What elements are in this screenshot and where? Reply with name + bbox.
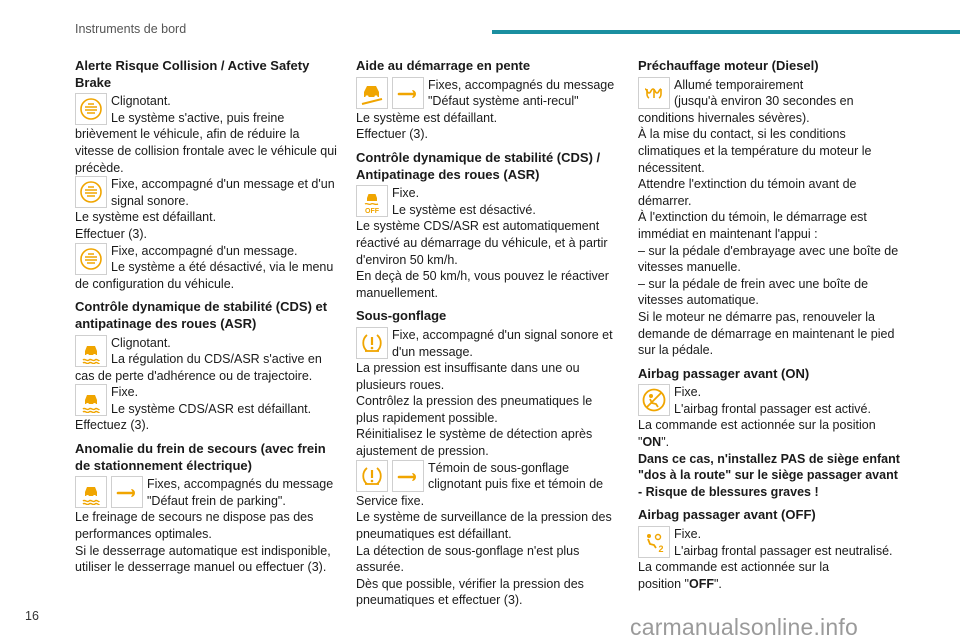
stability-control-icon (75, 476, 107, 508)
description-line: Contrôlez la pression des pneumatiques le plus rapidement possible. (356, 394, 593, 425)
section-title: Contrôle dynamique de stabilité (CDS) et antipatinage des roues (ASR) (75, 299, 328, 331)
tyre-pressure-icon (356, 327, 388, 359)
stability-control-icon (75, 335, 107, 367)
description-line: Fixe. (674, 527, 702, 542)
section-title: Airbag passager avant (OFF) (638, 507, 816, 523)
section (638, 366, 900, 501)
section-title: Préchauffage moteur (Diesel) (638, 58, 819, 73)
header-title: Instruments de bord (75, 22, 187, 36)
svg-text:2: 2 (658, 544, 664, 555)
quote-close: ". (661, 435, 670, 450)
watermark: carmanualsonline.info (630, 614, 858, 640)
description-line: Allumé temporairement (674, 77, 804, 92)
description-line: Le système est désactivé. (392, 202, 536, 217)
description-line: (jusqu'à environ 30 secondes en conditions hivernales sévères). (638, 94, 854, 125)
header-accent-bar (492, 30, 960, 34)
section-title: Sous-gonflage (356, 308, 447, 324)
warning-light-entry (356, 77, 618, 143)
description-line: Fixes, accompagnés du message "Défaut système anti-recul" (428, 77, 615, 109)
section-title: Anomalie du frein de secours (avec frein de stationnement électrique) (75, 441, 326, 473)
description-line: Le système CDS/ASR est automatiquement réactivé au démarrage du véhicule, et à partir d'environ 50 km/h. (356, 219, 608, 267)
tyre-pressure-icon (356, 460, 388, 492)
icon-group (75, 335, 107, 367)
collision-alert-icon (75, 176, 107, 208)
position-value: OFF (689, 576, 714, 591)
section (75, 58, 337, 292)
description-line: La régulation du CDS/ASR s'active en cas de perte d'adhérence ou de trajectoire. (75, 352, 322, 383)
description-line: Fixe. (392, 186, 420, 201)
description-line: Fixe. (111, 385, 139, 400)
description-line: Effectuer (3). (75, 226, 148, 241)
stability-control-icon (75, 384, 107, 416)
section-title: Airbag passager avant (ON) (638, 365, 810, 381)
section (75, 299, 337, 434)
warning-light-entry (75, 476, 337, 576)
icon-group (356, 460, 424, 492)
description-line: L'airbag frontal passager est neutralisé. (674, 543, 893, 558)
section (356, 58, 618, 143)
description-line: Le système est défaillant. (75, 210, 217, 225)
icon-group (638, 526, 670, 558)
section (75, 441, 337, 576)
section (356, 308, 618, 609)
description-line: Fixe, accompagné d'un message. (111, 243, 298, 258)
icon-group (75, 476, 143, 508)
description-line: Fixe, accompagné d'un message et d'un signal sonore. (111, 177, 335, 208)
warning-light-entry (75, 176, 337, 242)
description-line: À l'extinction du témoin, le démarrage est immédiat en maintenant l'appui : (638, 210, 867, 241)
stability-off-icon (356, 185, 388, 217)
wrench-icon (392, 460, 424, 492)
section (356, 150, 618, 301)
icon-group (356, 77, 424, 109)
description-line: Clignotant. (111, 335, 171, 350)
description-line: Clignotant. (111, 94, 171, 109)
svg-text:OFF: OFF (365, 208, 379, 215)
section (638, 507, 900, 592)
hill-start-icon (356, 77, 388, 109)
description-line: Si le moteur ne démarre pas, renouveler la demande de démarrage en maintenant le pied sur la pédale. (638, 309, 895, 358)
description-line: La commande est actionnée sur la position (638, 418, 876, 433)
collision-alert-icon (75, 243, 107, 275)
icon-group (75, 243, 107, 275)
warning-light-entry (638, 526, 900, 576)
description-line: La pression est insuffisante dans une ou plusieurs roues. (356, 361, 580, 392)
icon-group (75, 384, 107, 416)
description-line: L'airbag frontal passager est activé. (674, 401, 871, 416)
airbag-off-icon (638, 526, 670, 558)
description-line: En deçà de 50 km/h, vous pouvez le réactiver manuellement. (356, 269, 609, 300)
page-number: 16 (25, 609, 39, 623)
description-line: Effectuer (3). (356, 127, 429, 142)
icon-group (75, 93, 107, 125)
description-line: Témoin de sous-gonflage clignotant puis fixe et témoin de Service fixe. (356, 460, 604, 508)
position-prefix: position " (638, 576, 689, 591)
safety-warning: Dans ce cas, n'installez PAS de siège enfant "dos à la route" sur le siège passager avant - Risque de blessures graves ! (638, 451, 900, 499)
warning-light-entry (75, 335, 337, 385)
description-line: Le système CDS/ASR est défaillant. (111, 401, 312, 416)
wrench-icon (111, 476, 143, 508)
description-line: Le système s'active, puis freine brièvement le véhicule, afin de réduire la vitesse de collision frontale avec le véhicule qui précède. (75, 110, 337, 175)
description-line: Effectuez (3). (75, 418, 150, 433)
section (638, 58, 900, 359)
position-line (638, 434, 900, 451)
description-line: Si le desserrage automatique est indisponible, utiliser le desserrage manuel ou effectuer (3). (75, 543, 331, 575)
glow-plug-icon (638, 77, 670, 109)
description-line: Le système de surveillance de la pression des pneumatiques est défaillant. (356, 510, 612, 542)
description-line: Le freinage de secours ne dispose pas des performances optimales. (75, 510, 314, 542)
description-line: La commande est actionnée sur la (638, 560, 830, 575)
warning-light-entry (75, 243, 337, 293)
description-line: Fixe, accompagné d'un signal sonore et d'un message. (392, 327, 613, 359)
description-line: – sur la pédale de frein avec une boîte de vitesses automatique. (638, 276, 869, 308)
wrench-icon (392, 77, 424, 109)
description-line: À la mise du contact, si les conditions climatiques et la température du moteur le nécessitent. (638, 127, 872, 175)
description-line: Fixe. (674, 385, 702, 400)
description-line: Le système est défaillant. (356, 110, 498, 125)
position-line (638, 576, 900, 593)
page-header (0, 0, 960, 44)
section-title: Alerte Risque Collision / Active Safety Brake (75, 58, 310, 90)
icon-group (75, 176, 107, 208)
quote-open: " (638, 435, 643, 450)
column-3 (638, 58, 900, 592)
icon-group (356, 327, 388, 359)
description-line: Attendre l'extinction du témoin avant de démarrer. (638, 177, 857, 208)
collision-alert-icon (75, 93, 107, 125)
warning-light-entry (75, 93, 337, 176)
description-line: Réinitialisez le système de détection après ajustement de pression. (356, 427, 593, 459)
section-title: Aide au démarrage en pente (356, 58, 531, 73)
description-line: La détection de sous-gonflage n'est plus assurée. (356, 543, 580, 575)
position-suffix: ". (714, 576, 722, 591)
warning-light-entry (356, 327, 618, 460)
position-value: ON (642, 435, 662, 450)
description-line: Fixes, accompagnés du message "Défaut frein de parking". (147, 477, 334, 508)
warning-light-entry (75, 384, 337, 434)
airbag-on-icon (638, 384, 670, 416)
column-2 (356, 58, 618, 609)
warning-light-entry (356, 460, 618, 609)
description-line: Dès que possible, vérifier la pression des pneumatiques et effectuer (3). (356, 576, 584, 608)
warning-light-entry (638, 384, 900, 434)
description-line: Le système a été désactivé, via le menu de configuration du véhicule. (75, 260, 334, 291)
section-title: Contrôle dynamique de stabilité (CDS) / Antipatinage des roues (ASR) (356, 149, 601, 182)
icon-group (638, 384, 670, 416)
icon-group (356, 185, 388, 217)
icon-group (638, 77, 670, 109)
description-line: – sur la pédale d'embrayage avec une boîte de vitesses manuelle. (638, 243, 899, 275)
column-1 (75, 58, 337, 576)
warning-light-entry (356, 185, 618, 301)
warning-light-entry (638, 77, 900, 359)
